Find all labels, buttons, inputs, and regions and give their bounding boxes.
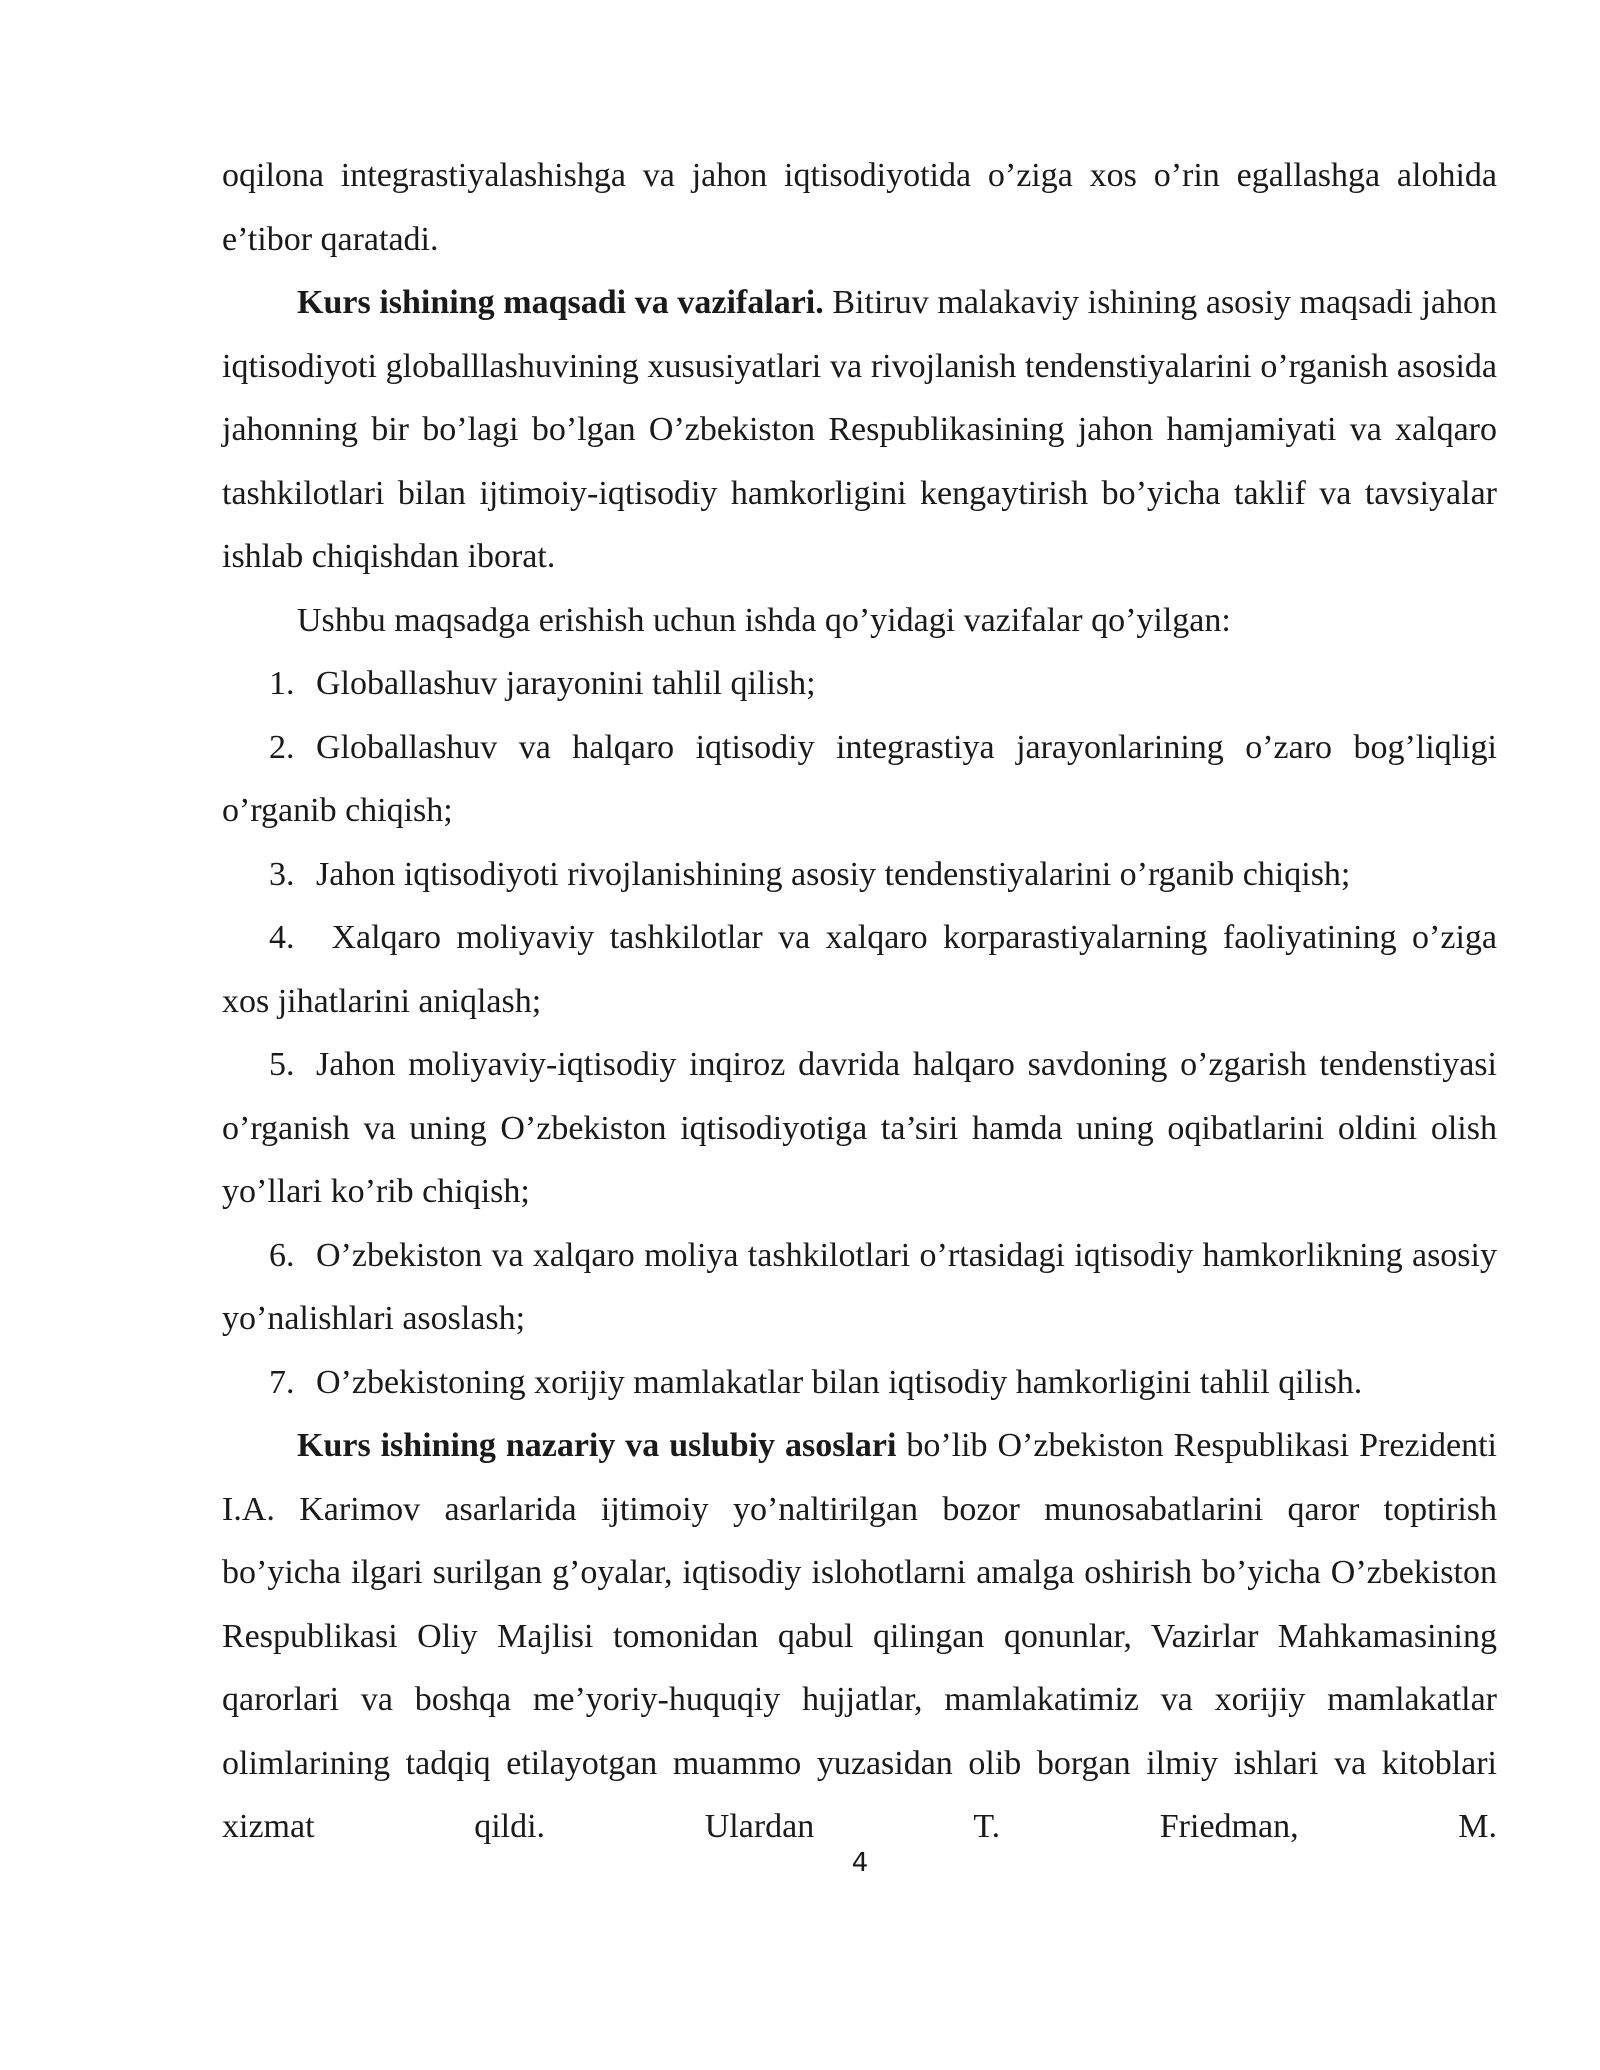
list-item [222,1224,1497,1351]
list-item-number: 3. [269,855,295,893]
list-item-text: Jahon iqtisodiyoti rivojlanishining asosiy tendenstiyalarini o’rganib chiqish; [316,855,1351,893]
heading-goals: Kurs ishining maqsadi va vazifalari. [297,284,824,321]
list-item-number: 2. [269,728,295,766]
paragraph-foundations [222,1414,1497,1859]
paragraph-tasks-intro-text: Ushbu maqsadga erishish uchun ishda qo’yidagi vazifalar qo’yilgan: [297,601,1231,639]
list-item [222,1033,1497,1224]
list-item [222,1351,1497,1415]
list-item-text: Globallashuv jarayonini tahlil qilish; [316,665,816,702]
list-item-text: Xalqaro moliyaviy tashkilotlar va xalqaro korparastiyalarning faoliyatining o’ziga xos jihatlarini aniqlash; [222,919,1497,1020]
list-item-number: 5. [269,1046,295,1083]
paragraph-foundations-text: bo’lib O’zbekiston Respublikasi Prezidenti I.A. Karimov asarlarida ijtimoiy yo’naltirilgan bozor munosabatlarini qaror toptirish bo’yicha ilgari surilgan g’oyalar, iqtisodiy islohotlarni amalga oshirish bo’yicha O’zbekiston Respublikasi Oliy Majlisi tomonidan qabul qilingan qonunlar, Vazirlar Mahkamasining qarorlari va boshqa me’yoriy-huquqiy hujjatlar, mamlakatimiz va xorijiy mamlakatlar olimlarining tadqiq etilayotgan muammo yuzasidan olib borgan ilmiy ishlari va kitoblari xizmat qildi. Ulardan T. Friedman, M. [222,1427,1498,1845]
paragraph-goals-text: Bitiruv malakaviy ishining asosiy maqsadi jahon iqtisodiyoti globalllashuvining xususiyatlari va rivojlanish tendenstiyalarini o’rganish asosida jahonning bir bo’lagi bo’lgan O’zbekiston Respublikasining jahon hamjamiyati va xalqaro tashkilotlari bilan ijtimoiy-iqtisodiy hamkorligini kengaytirish bo’yicha taklif va tavsiyalar ishlab chiqishdan iborat. [222,284,1497,575]
list-item-text: O’zbekistoning xorijiy mamlakatlar bilan iqtisodiy hamkorligini tahlil qilish. [316,1363,1363,1401]
heading-foundations: Kurs ishining nazariy va uslubiy asoslari [297,1427,897,1464]
list-item-text: Jahon moliyaviy-iqtisodiy inqiroz davrida halqaro savdoning o’zgarish tendenstiyasi o’rganish va uning O’zbekiston iqtisodiyotiga ta’siri hamda uning oqibatlarini oldini olish yo’llari ko’rib chiqish; [222,1046,1497,1210]
list-item-number: 7. [269,1363,295,1401]
list-item [222,652,1497,716]
paragraph-intro [222,144,1497,271]
list-item [222,906,1497,1033]
list-item-number: 4. [269,919,295,956]
list-item-number: 6. [269,1236,295,1274]
list-item [222,716,1497,843]
paragraph-intro-text: oqilona integrastiyalashishga va jahon iqtisodiyotida o’ziga xos o’rin egallashga alohida e’tibor qaratadi. [222,157,1497,258]
list-item-number: 1. [269,665,295,702]
paragraph-tasks-intro [222,589,1497,653]
page-number: 4 [851,1848,869,1878]
document-page [222,144,1497,1859]
list-item-text: Globallashuv va halqaro iqtisodiy integrastiya jarayonlarining o’zaro bog’liqligi o’rganib chiqish; [222,728,1497,829]
list-item-text: O’zbekiston va xalqaro moliya tashkilotlari o’rtasidagi iqtisodiy hamkorlikning asosiy yo’nalishlari asoslash; [222,1236,1497,1337]
list-item [222,843,1497,907]
paragraph-goals [222,271,1497,589]
